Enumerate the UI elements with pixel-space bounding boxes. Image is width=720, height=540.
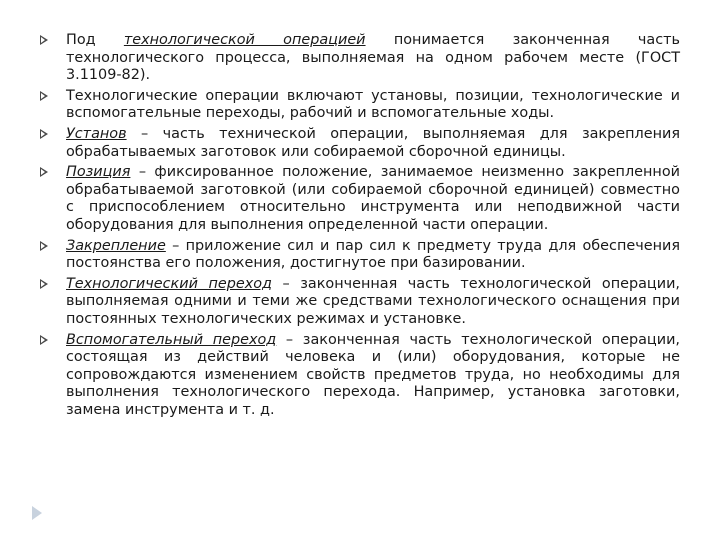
item-text: – приложение сил и пар сил к предмету труда для обеспечения постоянства его положения, достигнутое при базировании. [66,237,680,272]
list-item [40,276,680,329]
bullet-list [40,32,680,422]
arrow-bullet-icon [40,279,48,289]
item-text: – фиксированное положение, занимаемое неизменно закрепленной обрабатываемой заготовкой (или собираемой сборочной единицей) совместно с приспособлением относительно инструмента или неподвижной части оборудования для выполнения определенной части операции. [66,164,680,233]
item-text: – часть технической операции, выполняемая для закрепления обрабатываемых заготовок или собираемой сборочной единицы. [66,125,680,160]
list-item [40,164,680,234]
item-text: понимается законченная часть технологического процесса, выполняемая на одном рабочем месте (ГОСТ 3.1109-82). [66,32,680,84]
list-item [40,238,680,273]
slide-corner-arrow-icon [32,506,42,520]
list-item [40,88,680,123]
arrow-bullet-icon [40,35,48,45]
item-text: Технологические операции включают установы, позиции, технологические и вспомогательные переходы, рабочий и вспомогательные ходы. [66,87,680,122]
item-term: Вспомогательный переход [66,331,277,348]
arrow-bullet-icon [40,335,48,345]
item-term: технологической операцией [123,32,366,48]
arrow-bullet-icon [40,167,48,177]
item-term: Позиция [66,164,131,181]
list-item [40,332,680,420]
item-text: – законченная часть технологической операции, выполняемая одними и теми же средствами технологического оснащения при постоянных технологических режимах и установке. [66,275,680,327]
arrow-bullet-icon [40,91,48,101]
item-term: Технологический переход [66,275,272,292]
item-term: Установ [66,125,127,142]
list-item [40,126,680,161]
item-prefix: Под [66,32,124,48]
arrow-bullet-icon [40,241,48,251]
item-term: Закрепление [66,237,166,254]
arrow-bullet-icon [40,129,48,139]
item-text: – законченная часть технологической операции, состоящая из действий человека и (или) оборудования, которые не сопровождаются изменением свойств предметов труда, но необходимы для выполнения технологического перехода. Например, установка заготовки, замена инструмента и т. д. [66,331,680,418]
list-item [40,32,680,85]
